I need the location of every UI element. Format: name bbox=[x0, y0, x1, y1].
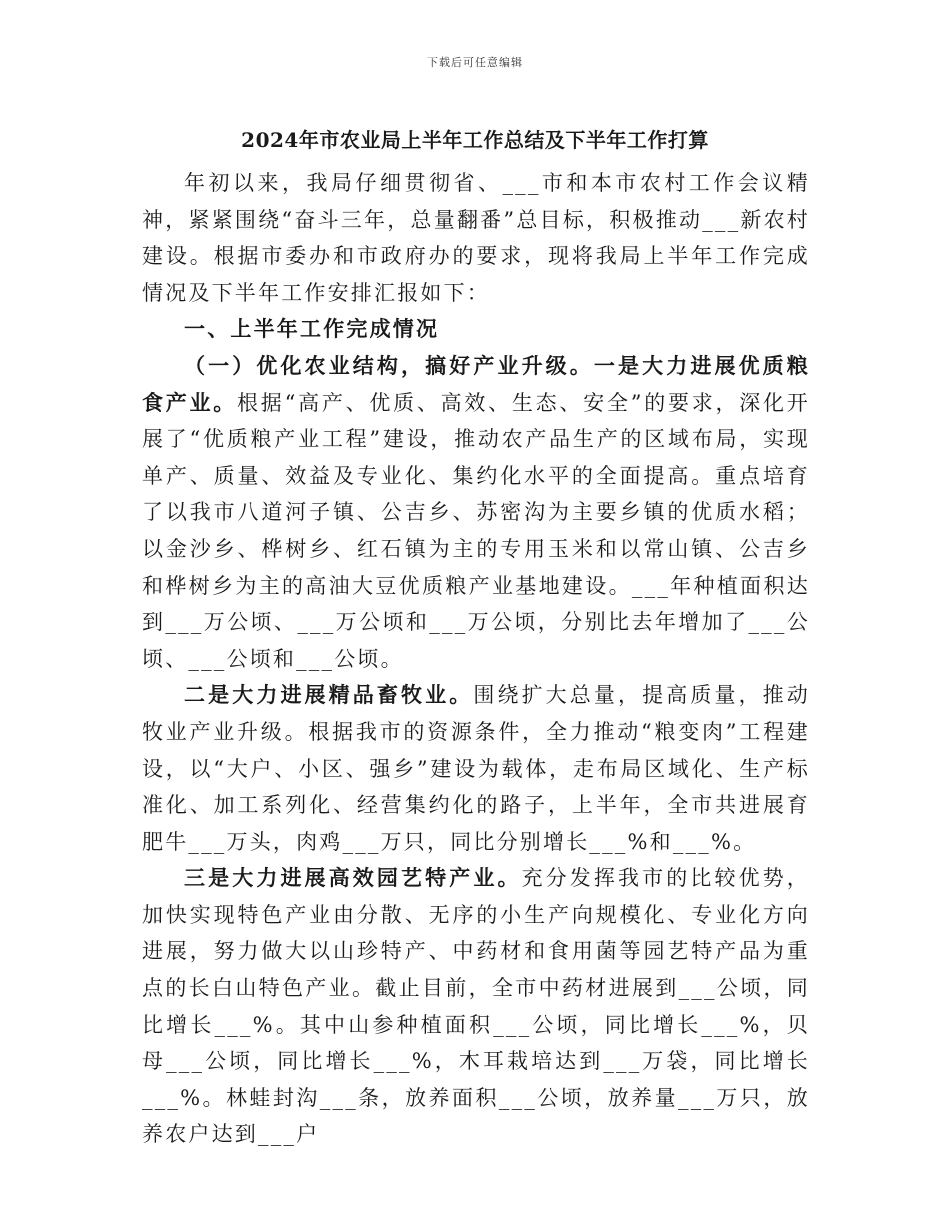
paragraph-text: 充分发挥我市的比较优势，加快实现特色产业由分散、无序的小生产向规模化、专业化方向进展，努力做大以山珍特产、中药材和食用菌等园艺特产品为重点的长白山特色产业。截止目前，全市中药材进展到___公顷，同比增长___%。其中山参种植面积___公顷，同比增长___%，贝母___公顷，同比增长___%，木耳栽培达到___万袋，同比增长___%。林蛙封沟___条，放养面积___公顷，放养量___万只，放养农户达到___户 bbox=[142, 866, 810, 1147]
paragraph-text: 围绕扩大总量，提高质量，推动牧业产业升级。根据我市的资源条件，全力推动“粮变肉”工程建设，以“大户、小区、强乡”建设为载体，走布局区域化、生产标准化、加工系列化、经营集约化的路子，上半年，全市共进展育肥牛___万头，肉鸡___万只，同比分别增长___%和___%。 bbox=[142, 683, 810, 854]
intro-paragraph bbox=[142, 165, 810, 311]
horticulture-paragraph bbox=[142, 860, 810, 1153]
paragraph-text: 根据“高产、优质、高效、生态、安全”的要求，深化开展了“优质粮产业工程”建设，推动农产品生产的区域布局，实现单产、质量、效益及专业化、集约化水平的全面提高。重点培育了以我市八道河子镇、公吉乡、苏密沟为主要乡镇的优质水稻；以金沙乡、桦树乡、红石镇为主的专用玉米和以常山镇、公吉乡和桦树乡为主的高油大豆优质粮产业基地建设。___年种植面积达到___万公顷、___万公顷和___万公顷，分别比去年增加了___公顷、___公顷和___公顷。 bbox=[142, 390, 810, 671]
livestock-paragraph bbox=[142, 677, 810, 860]
paragraph-lead: 二是大力进展精品畜牧业。 bbox=[184, 682, 474, 708]
document-title: 2024年市农业局上半年工作总结及下半年工作打算 bbox=[241, 128, 709, 152]
section-heading: 一、上半年工作完成情况 bbox=[184, 316, 440, 342]
header-note: 下载后可任意编辑 bbox=[427, 56, 523, 69]
paragraph-lead: （一）优化农业结构，搞好产业升级。一是大力进展优质粮食产业。 bbox=[142, 352, 810, 415]
paragraph-text: 年初以来，我局仔细贯彻省、___市和本市农村工作会议精神，紧紧围绕“奋斗三年，总量翻番”总目标，积极推动___新农村建设。根据市委办和市政府办的要求，现将我局上半年工作完成情况及下半年工作安排汇报如下： bbox=[142, 171, 810, 305]
document-body bbox=[142, 165, 810, 1153]
paragraph-lead: 三是大力进展高效园艺特产业。 bbox=[184, 865, 522, 891]
grain-industry-paragraph bbox=[142, 348, 810, 677]
